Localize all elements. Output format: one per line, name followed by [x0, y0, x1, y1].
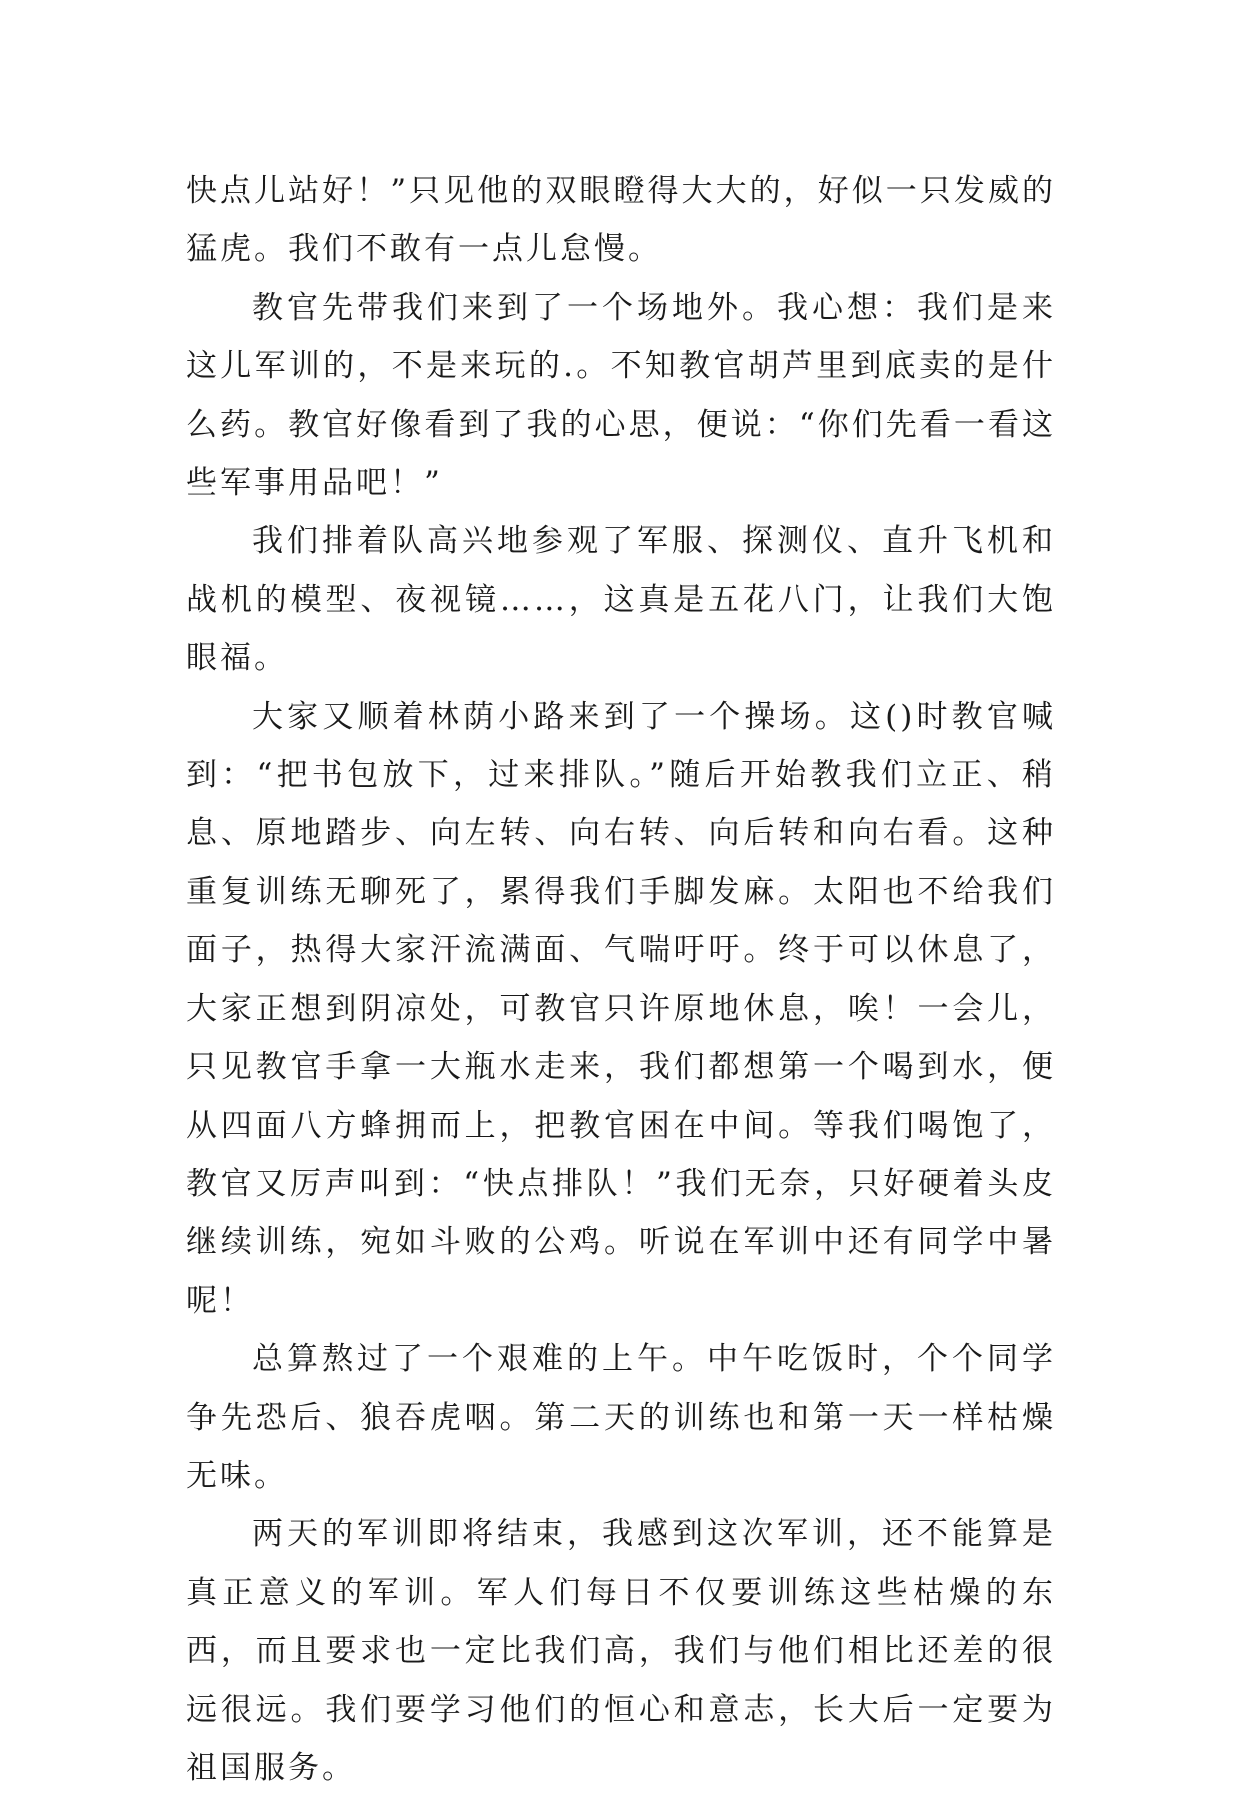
paragraph-4: 大家又顺着林荫小路来到了一个操场。这()时教官喊到：“把书包放下，过来排队。”随后开始教我们立正、稍息、原地踏步、向左转、向右转、向后转和向右看。这种重复训练无聊死了，累得我们手脚发麻。太阳也不给我们面子，热得大家汗流满面、气喘吁吁。终于可以休息了，大家正想到阴凉处，可教官只许原地休息，唉！一会儿，只见教官手拿一大瓶水走来，我们都想第一个喝到水，便从四面八方蜂拥而上，把教官困在中间。等我们喝饱了，教官又厉声叫到：“快点排队！”我们无奈，只好硬着头皮继续训练，宛如斗败的公鸡。听说在军训中还有同学中暑呢！ [186, 698, 1056, 1319]
paragraph-1: 快点儿站好！”只见他的双眼瞪得大大的，好似一只发威的猛虎。我们不敢有一点儿怠慢。 [186, 173, 1056, 268]
paragraph-5: 总算熬过了一个艰难的上午。中午吃饭时，个个同学争先恐后、狼吞虎咽。第二天的训练也和第一天一样枯燥无味。 [186, 1341, 1056, 1494]
paragraph-2: 教官先带我们来到了一个场地外。我心想：我们是来这儿军训的，不是来玩的.。不知教官胡芦里到底卖的是什么药。教官好像看到了我的心思，便说：“你们先看一看这些军事用品吧！” [186, 289, 1056, 502]
paragraph-3: 我们排着队高兴地参观了军服、探测仪、直升飞机和战机的模型、夜视镜……，这真是五花八门，让我们大饱眼福。 [186, 523, 1056, 677]
paragraph-6: 两天的军训即将结束，我感到这次军训，还不能算是真正意义的军训。军人们每日不仅要训练这些枯燥的东西，而且要求也一定比我们高，我们与他们相比还差的很远很远。我们要学习他们的恒心和意志，长大后一定要为祖国服务。 [186, 1516, 1056, 1786]
document-body [186, 162, 1056, 1797]
